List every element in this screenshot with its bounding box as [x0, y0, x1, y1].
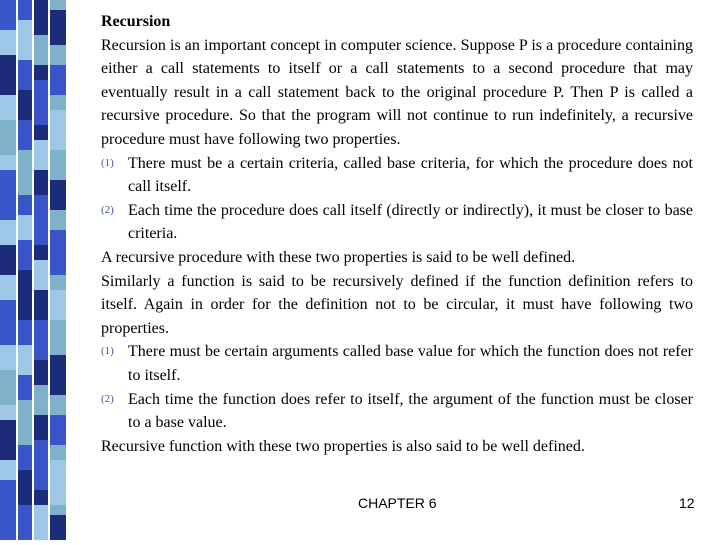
list-number: (1) — [101, 345, 114, 358]
intro-paragraph: Recursion is an important concept in computer science. Suppose P is a procedure containing either a call statements to itself or a call statements to a second procedure that may eventually result in a call statement back to the original procedure P. Then P is called a recursive procedure. So that the program will not continue to run indefinitely, a recursive procedure must have following two properties. — [101, 36, 693, 148]
list-item-text: There must be a certain criteria, called base criteria, for which the procedure does not call itself. — [128, 154, 693, 196]
procedure-properties-list — [101, 152, 693, 246]
mosaic-pattern — [0, 0, 66, 540]
footer-chapter: CHAPTER 6 — [358, 495, 437, 511]
slide-body — [101, 10, 693, 458]
decorative-mosaic-strip — [0, 0, 66, 540]
function-properties-list — [101, 340, 693, 434]
footer-page-number: 12 — [679, 495, 695, 511]
list-number: (1) — [101, 156, 114, 169]
list-item-text: Each time the procedure does call itself (directly or indirectly), it must be closer to base criteria. — [128, 201, 693, 243]
list-number: (2) — [101, 203, 114, 216]
slide-title: Recursion — [101, 13, 171, 30]
list-item-text: Each time the function does refer to itself, the argument of the function must be closer to a base value. — [128, 390, 693, 432]
list-number: (2) — [101, 392, 114, 405]
list-item-text: There must be certain arguments called base value for which the function does not refer to itself. — [128, 343, 693, 384]
list-item — [101, 340, 693, 387]
list-item — [101, 152, 693, 199]
function-intro-paragraph: Similarly a function is said to be recursively defined if the function definition refers to itself. Again in order for the definition not to be circular, it must have following two properties. — [101, 272, 693, 337]
function-conclusion: Recursive function with these two properties is also said to be well defined. — [101, 437, 585, 455]
procedure-conclusion: A recursive procedure with these two properties is said to be well defined. — [101, 248, 576, 266]
list-item — [101, 199, 693, 246]
list-item — [101, 388, 693, 435]
